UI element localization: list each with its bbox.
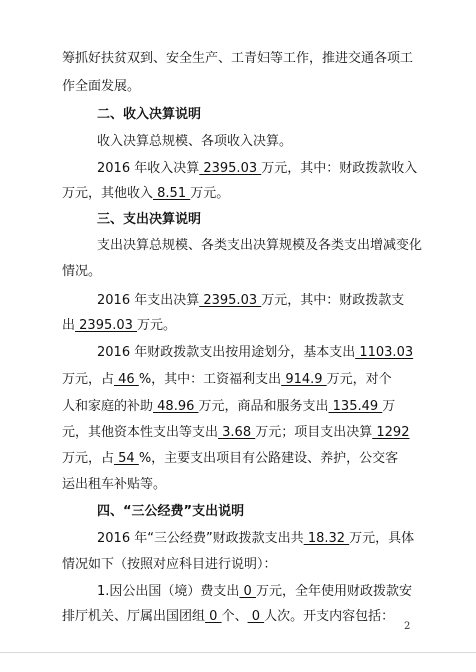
text-run: %，主要支出项目有公路建设、养护，公交客 bbox=[138, 451, 399, 466]
text-line bbox=[97, 345, 413, 361]
text-run: 万元；项目支出决算 bbox=[255, 425, 373, 440]
text-line bbox=[97, 134, 292, 150]
text-line bbox=[62, 318, 176, 334]
text-run: 二、收入决算说明 bbox=[97, 107, 202, 122]
text-run: 支出决算总规模、各类支出决算规模及各类支出增减变化 bbox=[97, 238, 423, 253]
text-line bbox=[62, 51, 413, 67]
section-heading bbox=[97, 504, 244, 520]
text-line bbox=[97, 161, 417, 177]
text-run: 万元，对个 bbox=[326, 372, 392, 387]
text-line bbox=[62, 264, 101, 280]
filled-value: 0 bbox=[205, 609, 222, 624]
filled-value: 135.49 bbox=[328, 399, 383, 414]
text-run: 排厅机关、厅属出国团组 bbox=[62, 609, 206, 624]
section-heading bbox=[97, 107, 201, 123]
filled-value: 2395.03 bbox=[75, 318, 138, 333]
text-line bbox=[97, 238, 422, 254]
text-line bbox=[62, 425, 409, 441]
text-run: 万元。 bbox=[190, 186, 230, 201]
filled-value: 1292 bbox=[372, 425, 410, 440]
text-run: 2016 年“三公经费”财政拨款支出共 bbox=[97, 531, 304, 546]
page-bottom-border bbox=[0, 652, 476, 653]
text-line bbox=[62, 186, 229, 202]
filled-value: 54 bbox=[114, 451, 139, 466]
text-line bbox=[62, 451, 398, 467]
text-run: 万元，全年使用财政拨款安 bbox=[255, 584, 412, 599]
filled-value: 2395.03 bbox=[199, 161, 262, 176]
filled-value: 0 bbox=[239, 584, 256, 599]
filled-value: 914.9 bbox=[281, 372, 327, 387]
text-run: 运出租车补贴等。 bbox=[62, 477, 167, 492]
text-run: 个、 bbox=[221, 609, 248, 624]
text-run: 作全面发展。 bbox=[62, 79, 141, 94]
text-line bbox=[62, 557, 277, 573]
text-line bbox=[97, 584, 412, 600]
text-run: 万元，占 bbox=[62, 372, 115, 387]
text-run: 收入决算总规模、各项收入决算。 bbox=[97, 134, 293, 149]
filled-value: 46 bbox=[114, 372, 139, 387]
text-run: 万元，占 bbox=[62, 451, 115, 466]
text-run: 1.因公出国（境）费支出 bbox=[97, 584, 240, 599]
text-run: 万元，商品和服务支出 bbox=[198, 399, 329, 414]
filled-value: 2395.03 bbox=[199, 293, 262, 308]
text-run: 万元，具体 bbox=[349, 531, 415, 546]
text-line bbox=[62, 399, 395, 415]
text-run: 万元，其他收入 bbox=[62, 186, 154, 201]
filled-value: 48.96 bbox=[153, 399, 199, 414]
text-run: 情况。 bbox=[62, 264, 102, 279]
text-run: %，其中：工资福利支出 bbox=[138, 372, 282, 387]
text-run: 万 bbox=[382, 399, 396, 414]
filled-value: 3.68 bbox=[218, 425, 256, 440]
text-run: 出 bbox=[62, 318, 76, 333]
text-run: 万元，其中：财政拨款收入 bbox=[261, 161, 418, 176]
text-run: 2016 年收入决算 bbox=[97, 161, 200, 176]
filled-value: 1103.03 bbox=[355, 345, 414, 360]
text-line bbox=[97, 531, 414, 547]
text-line bbox=[62, 477, 166, 493]
filled-value: 0 bbox=[247, 609, 265, 624]
section-heading bbox=[97, 212, 201, 228]
text-run: 人和家庭的补助 bbox=[62, 399, 154, 414]
text-line bbox=[62, 79, 140, 95]
text-run: 2016 年支出决算 bbox=[97, 293, 200, 308]
text-run: 2016 年财政拨款支出按用途划分，基本支出 bbox=[97, 345, 356, 360]
text-run: 元，其他资本性支出等支出 bbox=[62, 425, 219, 440]
text-run: 万元。 bbox=[137, 318, 177, 333]
text-line bbox=[97, 293, 404, 309]
text-run: 三、支出决算说明 bbox=[97, 212, 202, 227]
filled-value: 18.32 bbox=[303, 531, 350, 546]
text-line bbox=[62, 609, 394, 625]
text-run: 四、“三公经费”支出说明 bbox=[97, 504, 245, 519]
page-number: 2 bbox=[404, 621, 411, 632]
text-run: 万元，其中：财政拨款支 bbox=[261, 293, 405, 308]
text-run: 筹抓好扶贫双到、安全生产、工青妇等工作，推进交通各项工 bbox=[62, 51, 414, 66]
filled-value: 8.51 bbox=[153, 186, 191, 201]
text-run: 情况如下（按照对应科目进行说明）： bbox=[62, 557, 277, 572]
text-run: 人次。开支内容包括： bbox=[264, 609, 395, 624]
text-line bbox=[62, 372, 392, 388]
